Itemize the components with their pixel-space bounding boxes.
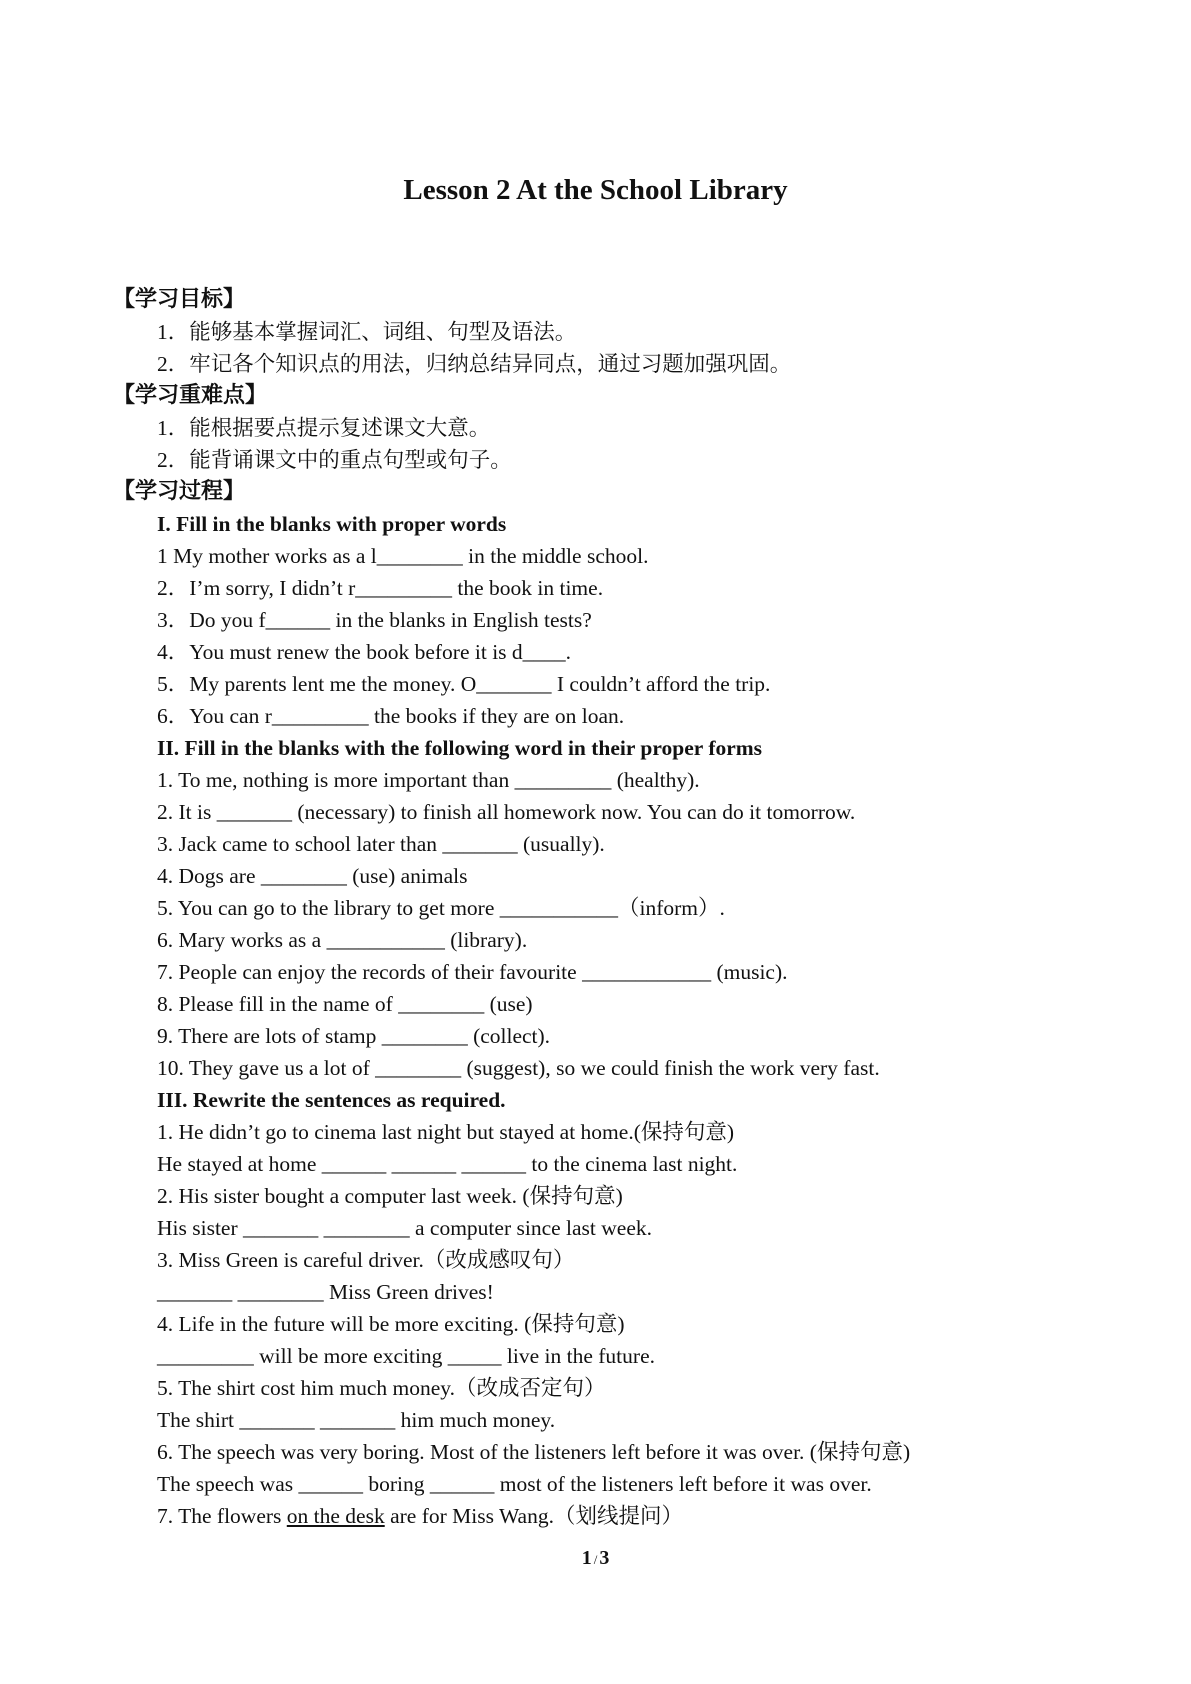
goal-item: 1．能够基本掌握词汇、词组、句型及语法。 — [157, 320, 577, 344]
exercise-item: 3．Do you f______ in the blanks in English tests? — [157, 608, 592, 632]
page-number — [0, 1544, 1191, 1574]
exercise-item: 4．You must renew the book before it is d____. — [157, 640, 572, 664]
rewrite-answer-line: The speech was ______ boring ______ most of the listeners left before it was over. — [157, 1472, 872, 1496]
exercise-item: 4. Dogs are ________ (use) animals — [157, 864, 468, 888]
exercise-item: 2．I’m sorry, I didn’t r_________ the book in time. — [157, 576, 604, 600]
rewrite-answer-line: _________ will be more exciting _____ live in the future. — [157, 1344, 655, 1368]
key-point-item: 1．能根据要点提示复述课文大意。 — [157, 416, 491, 440]
question-suffix: are for Miss Wang.（划线提问） — [384, 1504, 683, 1528]
rewrite-question: 2. His sister bought a computer last week. (保持句意) — [157, 1184, 623, 1208]
goal-item: 2．牢记各个知识点的用法，归纳总结异同点，通过习题加强巩固。 — [157, 352, 792, 376]
rewrite-answer-line: _______ ________ Miss Green drives! — [157, 1280, 494, 1304]
exercise-item: 7. People can enjoy the records of their favourite ____________ (music). — [157, 960, 788, 984]
rewrite-answer-line: His sister _______ ________ a computer since last week. — [157, 1216, 653, 1240]
rewrite-question: 6. The speech was very boring. Most of the listeners left before it was over. (保持句意) — [157, 1440, 911, 1464]
document-body — [113, 284, 1113, 1532]
exercise-item: 10. They gave us a lot of ________ (suggest), so we could finish the work very fast. — [157, 1056, 880, 1080]
underlined-phrase: on the desk — [286, 1504, 385, 1528]
page-title: Lesson 2 At the School Library — [403, 174, 788, 206]
exercise-item: 5. You can go to the library to get more ___________（inform）. — [157, 896, 725, 920]
exercise-item: 6．You can r_________ the books if they are on loan. — [157, 704, 625, 728]
rewrite-question — [113, 1500, 1113, 1532]
rewrite-question: 3. Miss Green is careful driver.（改成感叹句） — [157, 1248, 575, 1272]
exercise-item: 3. Jack came to school later than _______ (usually). — [157, 832, 605, 856]
part2-title: II. Fill in the blanks with the following word in their proper forms — [157, 736, 763, 760]
key-point-item: 2．能背诵课文中的重点句型或句子。 — [157, 448, 512, 472]
question-prefix: 7. The flowers — [157, 1504, 287, 1528]
page-total: 3 — [599, 1547, 610, 1569]
exercise-item: 8. Please fill in the name of ________ (use) — [157, 992, 533, 1016]
exercise-item: 2. It is _______ (necessary) to finish all homework now. You can do it tomorrow. — [157, 800, 856, 824]
section-heading-process: 【学习过程】 — [113, 479, 246, 504]
section-heading-goals: 【学习目标】 — [113, 287, 246, 312]
part3-title: III. Rewrite the sentences as required. — [157, 1088, 506, 1112]
section-heading-key-points: 【学习重难点】 — [113, 383, 268, 408]
rewrite-answer-line: The shirt _______ _______ him much money. — [157, 1408, 556, 1432]
rewrite-question: 1. He didn’t go to cinema last night but stayed at home.(保持句意) — [157, 1120, 735, 1144]
rewrite-question: 4. Life in the future will be more exciting. (保持句意) — [157, 1312, 625, 1336]
exercise-item: 1. To me, nothing is more important than _________ (healthy). — [157, 768, 700, 792]
exercise-item: 1 My mother works as a l________ in the middle school. — [157, 544, 649, 568]
rewrite-question: 5. The shirt cost him much money.（改成否定句） — [157, 1376, 606, 1400]
exercise-item: 5．My parents lent me the money. O_______ I couldn’t afford the trip. — [157, 672, 771, 696]
part1-title: I. Fill in the blanks with proper words — [157, 512, 507, 536]
exercise-item: 9. There are lots of stamp ________ (collect). — [157, 1024, 551, 1048]
page-separator: / — [593, 1552, 598, 1567]
exercise-item: 6. Mary works as a ___________ (library). — [157, 928, 528, 952]
rewrite-answer-line: He stayed at home ______ ______ ______ to the cinema last night. — [157, 1152, 738, 1176]
page-current: 1 — [581, 1547, 592, 1569]
